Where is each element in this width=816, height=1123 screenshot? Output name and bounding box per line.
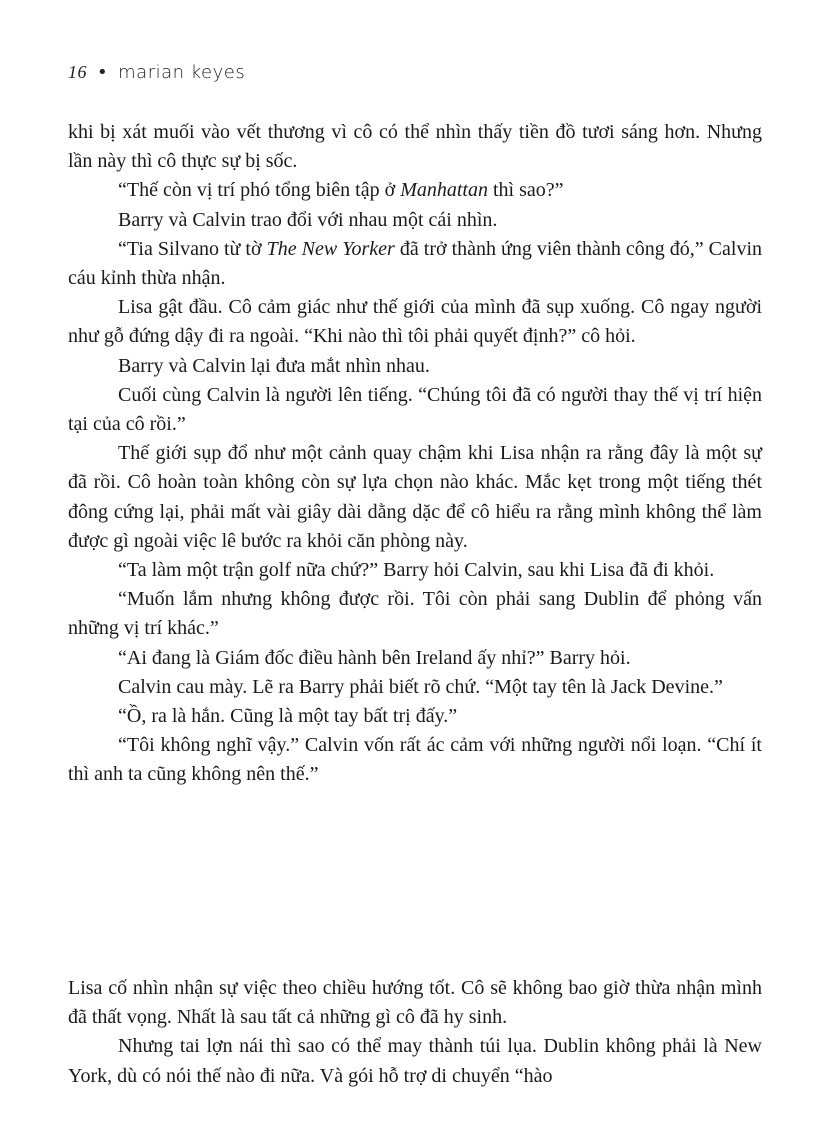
paragraph: “Thế còn vị trí phó tổng biên tập ở Manhattan thì sao?” <box>118 179 564 202</box>
paragraph: “Ta làm một trận golf nữa chứ?” Barry hỏi Calvin, sau khi Lisa đã đi khỏi. <box>118 559 715 582</box>
paragraph: Calvin cau mày. Lẽ ra Barry phải biết rõ chứ. “Một tay tên là Jack Devine.” <box>118 675 723 698</box>
page-number: 16 <box>68 62 87 82</box>
author-name: marian keyes <box>118 62 246 83</box>
paragraph: Barry và Calvin lại đưa mắt nhìn nhau. <box>118 354 430 377</box>
paragraph: Nhưng tai lợn nái thì sao có thể may thành túi lụa. Dublin không phải là New York, dù có nói thế nào đi nữa. Và gói hỗ trợ di chuyển “hào <box>68 1035 762 1087</box>
italic-text: The New Yorker <box>266 237 395 260</box>
paragraph: Barry và Calvin trao đổi với nhau một cái nhìn. <box>118 208 498 231</box>
paragraph: Lisa gật đầu. Cô cảm giác như thế giới của mình đã sụp xuống. Cô ngay người như gỗ đứng dậy đi ra ngoài. “Khi nào thì tôi phải quyết định?” cô hỏi. <box>68 296 762 348</box>
paragraph: khi bị xát muối vào vết thương vì cô có thể nhìn thấy tiền đồ tươi sáng hơn. Nhưng lần này thì cô thực sự bị sốc. <box>68 121 762 173</box>
paragraph: Cuối cùng Calvin là người lên tiếng. “Chúng tôi đã có người thay thế vị trí hiện tại của cô rồi.” <box>68 383 762 436</box>
paragraph: “Muốn lắm nhưng không được rồi. Tôi còn phải sang Dublin để phỏng vấn những vị trí khác.” <box>68 588 762 640</box>
paragraph: “Tôi không nghĩ vậy.” Calvin vốn rất ác cảm với những người nổi loạn. “Chí ít thì anh ta cũng không nên thế.” <box>68 734 762 786</box>
paragraph: Thế giới sụp đổ như một cảnh quay chậm khi Lisa nhận ra rằng đây là một sự đã rồi. Cô hoàn toàn không còn sự lựa chọn nào khác. Mắc kẹt trong một tiếng thét đông cứng lại, phải mất vài giây dài dằng dặc để cô hiểu ra rằng mình không thể làm được gì ngoài việc lê bước ra khỏi căn phòng này. <box>68 442 762 552</box>
section-2-text <box>68 974 762 1091</box>
section-1-text <box>68 118 762 790</box>
paragraph: “Tia Silvano từ tờ The New Yorker đã trở thành ứng viên thành công đó,” Calvin cáu kỉnh thừa nhận. <box>68 237 762 290</box>
paragraph: “Ai đang là Giám đốc điều hành bên Ireland ấy nhỉ?” Barry hỏi. <box>118 646 631 669</box>
paragraph: “Ồ, ra là hắn. Cũng là một tay bất trị đấy.” <box>118 705 458 728</box>
header-separator: • <box>97 62 109 83</box>
running-header <box>68 62 245 83</box>
paragraph: Lisa cố nhìn nhận sự việc theo chiều hướng tốt. Cô sẽ không bao giờ thừa nhận mình đã thất vọng. Nhất là sau tất cả những gì cô đã hy sinh. <box>68 977 762 1029</box>
italic-text: Manhattan <box>400 179 488 202</box>
